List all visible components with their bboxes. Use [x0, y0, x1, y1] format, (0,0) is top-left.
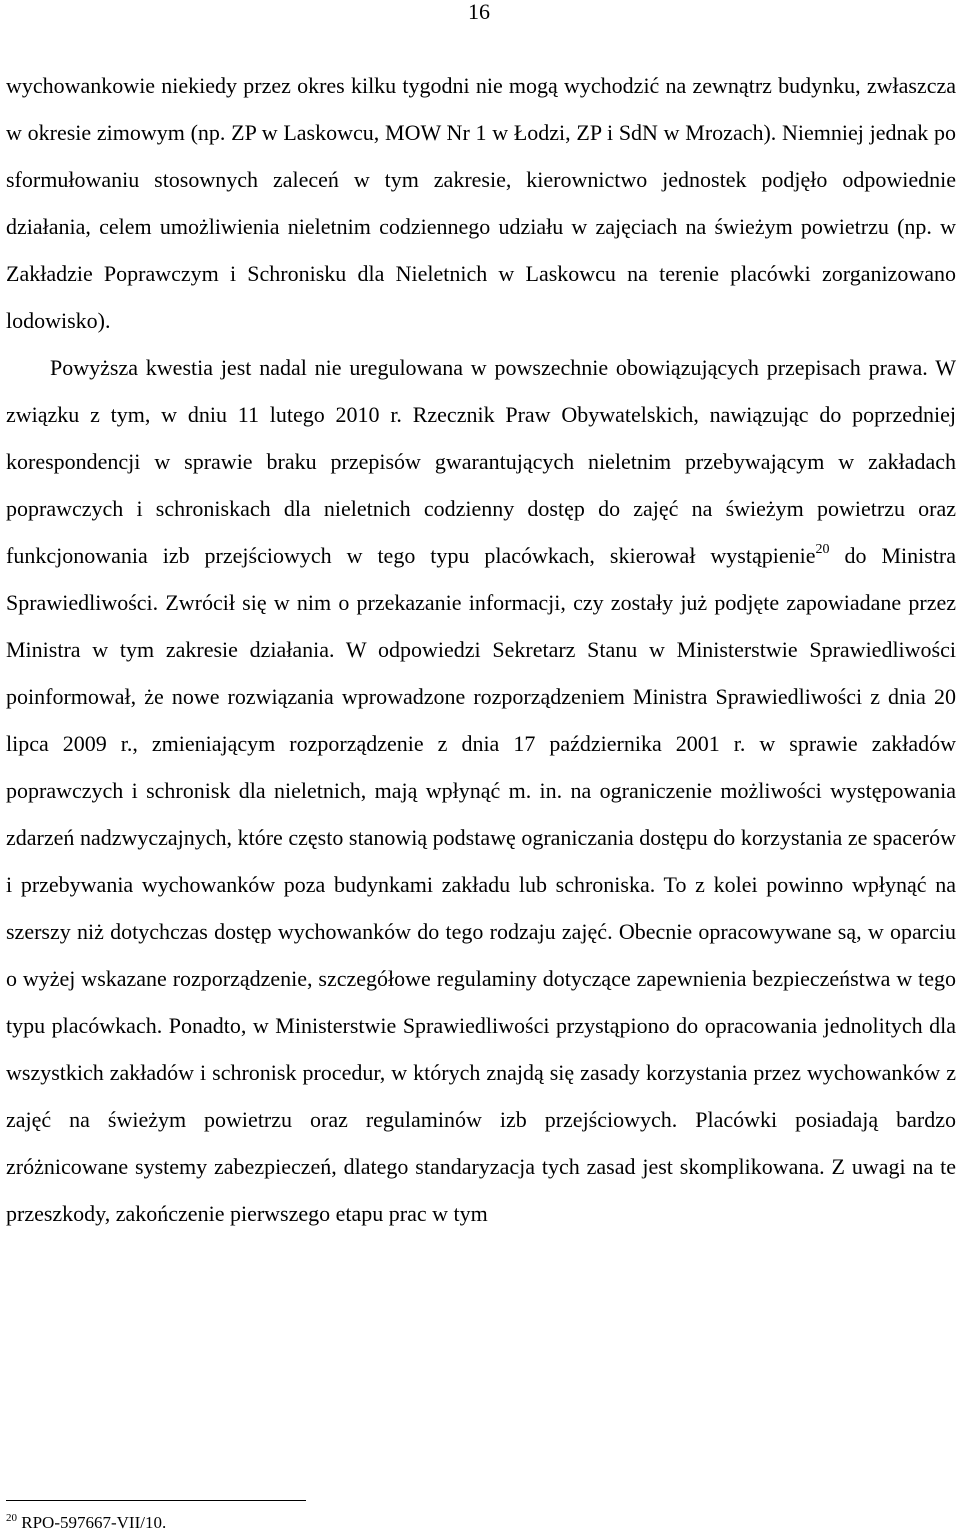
paragraph-2-text-after-ref: do Ministra Sprawiedliwości. Zwrócił się w nim o przekazanie informacji, czy zostały już podjęte zapowiadane przez Ministra w tym zakresie działania. W odpowiedzi Sekretarz Stanu w Ministerstwie Sprawiedliwości poinformował, że nowe rozwiązania wprowadzone rozporządzeniem Ministra Sprawiedliwości z dnia 20 lipca 2009 r., zmieniającym rozporządzenie z dnia 17 października 2001 r. w sprawie zakładów poprawczych i schronisk dla nieletnich, mają wpłynąć m. in. na ograniczenie możliwości występowania zdarzeń nadzwyczajnych, które często stanowią podstawę ograniczania dostępu do korzystania ze spacerów i przebywania wychowanków poza budynkami zakładu lub schroniska. To z kolei powinno wpłynąć na szerszy niż dotychczas dostęp wychowanków do tego rodzaju zajęć. Obecnie opracowywane są, w oparciu o wyżej wskazane rozporządzenie, szczegółowe regulaminy dotyczące zapewnienia bezpieczeństwa w tego typu placówkach. Ponadto, w Ministerstwie Sprawiedliwości przystąpiono do opracowania jednolitych dla wszystkich zakładów i schronisk procedur, w których znajdą się zasady korzystania przez wychowanków z zajęć na świeżym powietrzu oraz regulaminów izb przejściowych. Placówki posiadają bardzo zróżnicowane systemy zabezpieczeń, dlatego standaryzacja tych zasad jest skomplikowana. Z uwagi na te przeszkody, zakończenie pierwszego etapu prac w tym	[6, 543, 956, 1226]
footnote-separator	[6, 1500, 306, 1501]
paragraph-1: wychowankowie niekiedy przez okres kilku tygodni nie mogą wychodzić na zewnątrz budynku, zwłaszcza w okresie zimowym (np. ZP w Laskowcu, MOW Nr 1 w Łodzi, ZP i SdN w Mrozach). Niemniej jednak po sformułowaniu stosownych zaleceń w tym zakresie, kierownictwo jednostek podjęło odpowiednie działania, celem umożliwienia nieletnim codziennego udziału w zajęciach na świeżym powietrzu (np. w Zakładzie Poprawczym i Schronisku dla Nieletnich w Laskowcu na terenie placówki zorganizowano lodowisko).	[6, 73, 956, 333]
page-number: 16	[468, 0, 490, 24]
footnote	[6, 1512, 166, 1534]
footnote-reference: 20	[815, 542, 830, 557]
footnote-marker: 20	[6, 1512, 17, 1524]
footnote-text: RPO-597667-VII/10.	[17, 1513, 167, 1532]
paragraph-2-text-before-ref: Powyższa kwestia jest nadal nie uregulowana w powszechnie obowiązujących przepisach prawa. W związku z tym, w dniu 11 lutego 2010 r. Rzecznik Praw Obywatelskich, nawiązując do poprzedniej korespondencji w sprawie braku przepisów gwarantujących nieletnim przebywającym w zakładach poprawczych i schroniskach dla nieletnich codzienny dostęp do zajęć na świeżym powietrzu oraz funkcjonowania izb przejściowych w tego typu placówkach, skierował wystąpienie	[6, 355, 956, 568]
body-text	[6, 62, 956, 1237]
paragraph-2	[6, 344, 956, 1237]
